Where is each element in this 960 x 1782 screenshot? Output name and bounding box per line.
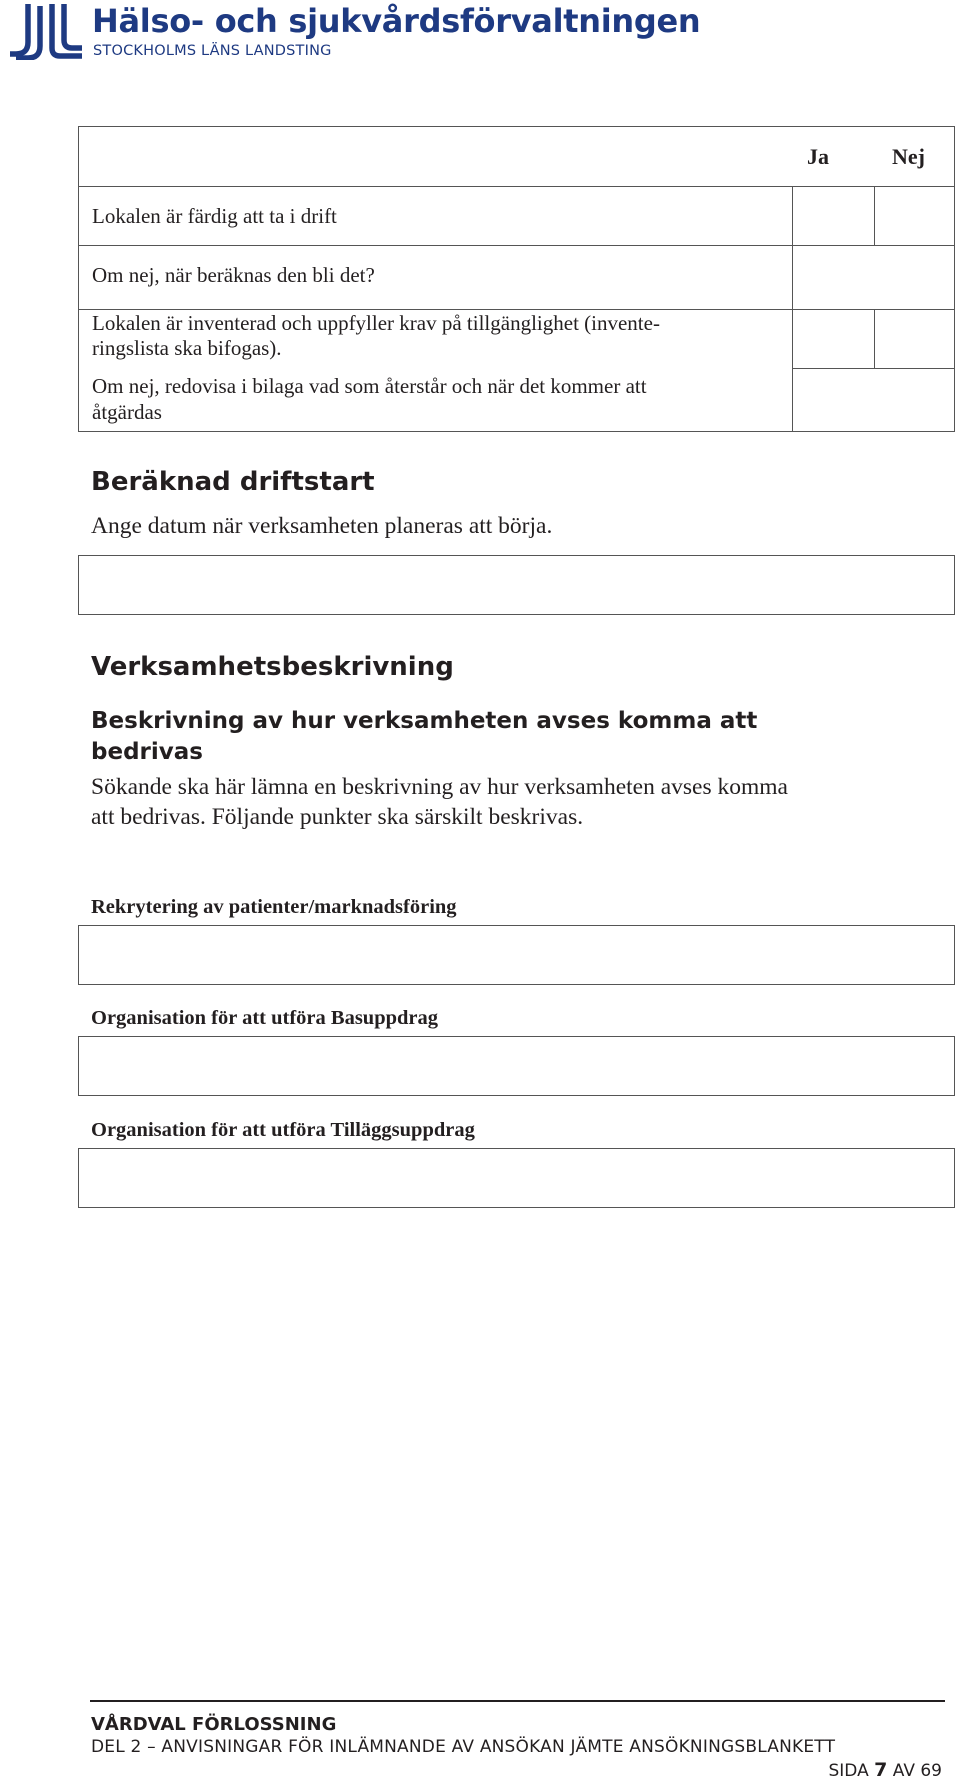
footer-title: VÅRDVAL FÖRLOSSNING	[91, 1714, 337, 1735]
tillaggsuppdrag-label: Organisation för att utföra Tilläggsuppdrag	[91, 1119, 475, 1141]
ja-checkbox-inventerad[interactable]	[793, 310, 874, 368]
sll-logo-icon	[8, 2, 82, 60]
column-header-ja: Ja	[807, 144, 829, 169]
footer-divider	[90, 1700, 945, 1702]
page-indicator	[829, 1759, 943, 1781]
ja-checkbox-lokalen-klar[interactable]	[793, 187, 874, 245]
column-header-nej: Nej	[892, 144, 925, 169]
tillaggsuppdrag-input[interactable]	[78, 1148, 955, 1208]
ja-nej-table	[78, 126, 955, 432]
datum-field-om-nej[interactable]	[793, 246, 954, 309]
row-inventerad-line2: ringslista ska bifogas).	[92, 336, 282, 360]
page-number: 7	[874, 1759, 888, 1781]
rekrytering-input[interactable]	[78, 925, 955, 985]
footer-subtitle: DEL 2 – ANVISNINGAR FÖR INLÄMNANDE AV ANSÖKAN JÄMTE ANSÖKNINGSBLANKETT	[91, 1737, 836, 1757]
page-prefix: SIDA	[828, 1761, 869, 1781]
basuppdrag-label: Organisation för att utföra Basuppdrag	[91, 1007, 439, 1029]
nej-checkbox-lokalen-klar[interactable]	[875, 187, 954, 245]
basuppdrag-input[interactable]	[78, 1036, 955, 1096]
page-suffix: AV 69	[892, 1761, 942, 1781]
org-subtitle: STOCKHOLMS LÄNS LANDSTING	[93, 43, 332, 59]
nej-checkbox-inventerad[interactable]	[875, 310, 954, 368]
verksamhet-subheading-line2: bedrivas	[91, 739, 203, 765]
verksamhet-text-line2: att bedrivas. Följande punkter ska särskilt beskrivas.	[91, 804, 584, 830]
driftstart-text: Ange datum när verksamheten planeras att börja.	[91, 513, 553, 539]
redovisa-field[interactable]	[793, 369, 954, 431]
driftstart-heading: Beräknad driftstart	[91, 467, 375, 497]
row-redovisa-line2: åtgärdas	[92, 400, 162, 424]
verksamhet-subheading-line1: Beskrivning av hur verksamheten avses komma att	[91, 708, 758, 734]
org-name: Hälso- och sjukvårdsförvaltningen	[92, 2, 701, 40]
verksamhet-text-line1: Sökande ska här lämna en beskrivning av hur verksamheten avses komma	[91, 774, 788, 800]
row-om-nej-nar: Om nej, när beräknas den bli det?	[92, 263, 375, 287]
verksamhet-heading: Verksamhetsbeskrivning	[91, 652, 454, 682]
row-redovisa-line1: Om nej, redovisa i bilaga vad som återstår och när det kommer att	[92, 374, 647, 398]
rekrytering-label: Rekrytering av patienter/marknadsföring	[91, 896, 457, 918]
row-inventerad-line1: Lokalen är inventerad och uppfyller krav på tillgänglighet (invente-	[92, 311, 660, 335]
driftstart-input[interactable]	[78, 555, 955, 615]
row-lokalen-klar: Lokalen är färdig att ta i drift	[92, 204, 337, 228]
